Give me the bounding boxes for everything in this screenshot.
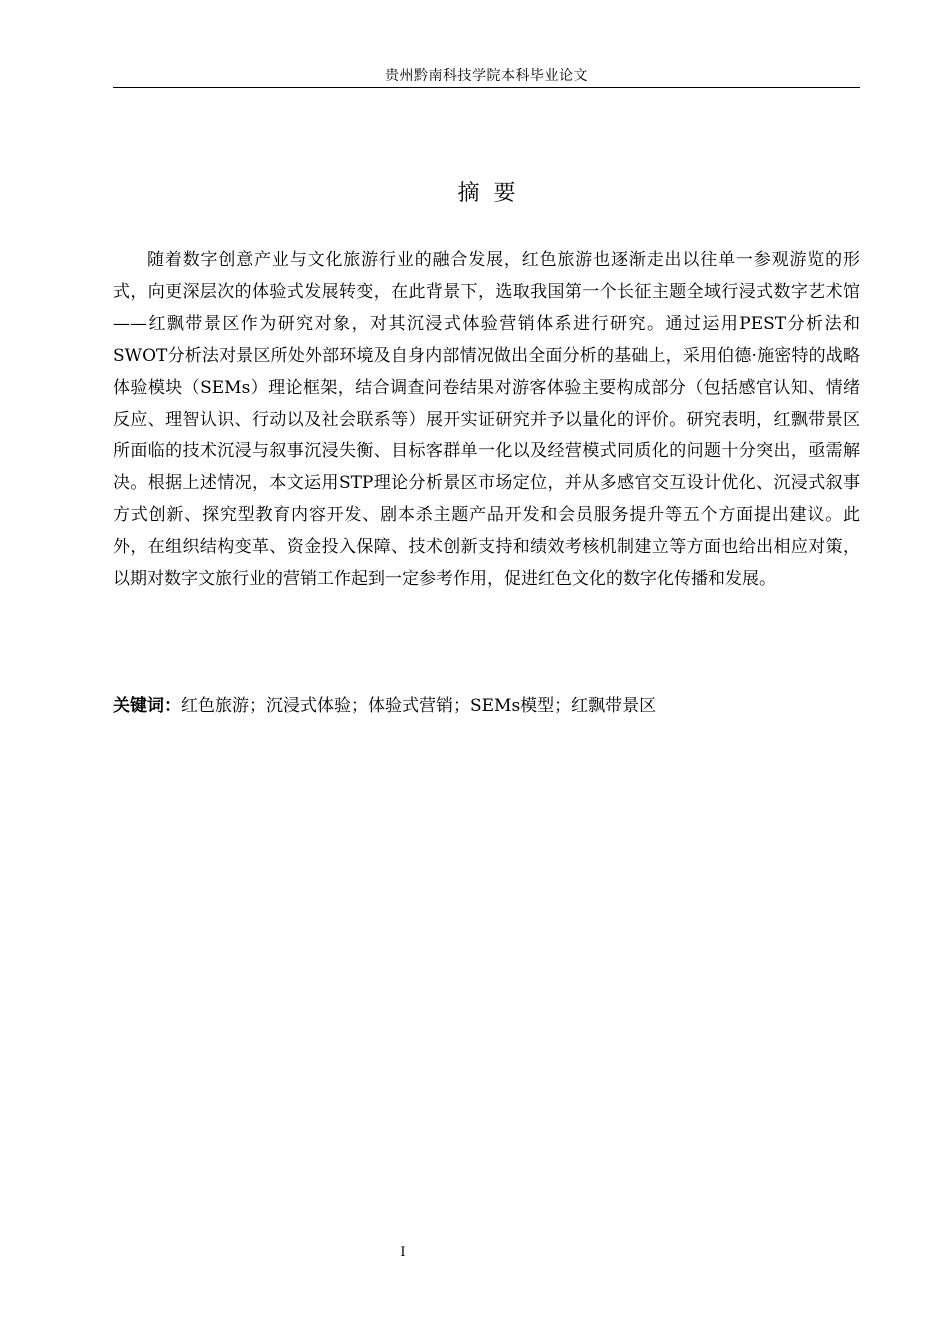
header-rule [113,87,860,88]
running-header: 贵州黔南科技学院本科毕业论文 [385,68,588,84]
abstract-body: 随着数字创意产业与文化旅游行业的融合发展，红色旅游也逐渐走出以往单一参观游览的形式，向更深层次的体验式发展转变，在此背景下，选取我国第一个长征主题全域行浸式数字艺术馆——红飘带景区作为研究对象，对其沉浸式体验营销体系进行研究。通过运用PEST分析法和SWOT分析法对景区所处外部环境及自身内部情况做出全面分析的基础上，采用伯德·施密特的战略体验模块（SEMs）理论框架，结合调查问卷结果对游客体验主要构成部分（包括感官认知、情绪反应、理智认识、行动以及社会联系等）展开实证研究并予以量化的评价。研究表明，红飘带景区所面临的技术沉浸与叙事沉浸失衡、目标客群单一化以及经营模式同质化的问题十分突出，亟需解决。根据上述情况，本文运用STP理论分析景区市场定位，并从多感官交互设计优化、沉浸式叙事方式创新、探究型教育内容开发、剧本杀主题产品开发和会员服务提升等五个方面提出建议。此外，在组织结构变革、资金投入保障、技术创新支持和绩效考核机制建立等方面也给出相应对策，以期对数字文旅行业的营销工作起到一定参考作用，促进红色文化的数字化传播和发展。 [113,250,860,590]
page-number: I [400,1245,406,1260]
keywords [113,691,860,721]
keywords-text: 红色旅游；沉浸式体验；体验式营销；SEMs模型；红飘带景区 [181,696,657,716]
abstract-title: 摘要 [457,181,530,206]
keywords-label: 关键词： [113,696,181,716]
